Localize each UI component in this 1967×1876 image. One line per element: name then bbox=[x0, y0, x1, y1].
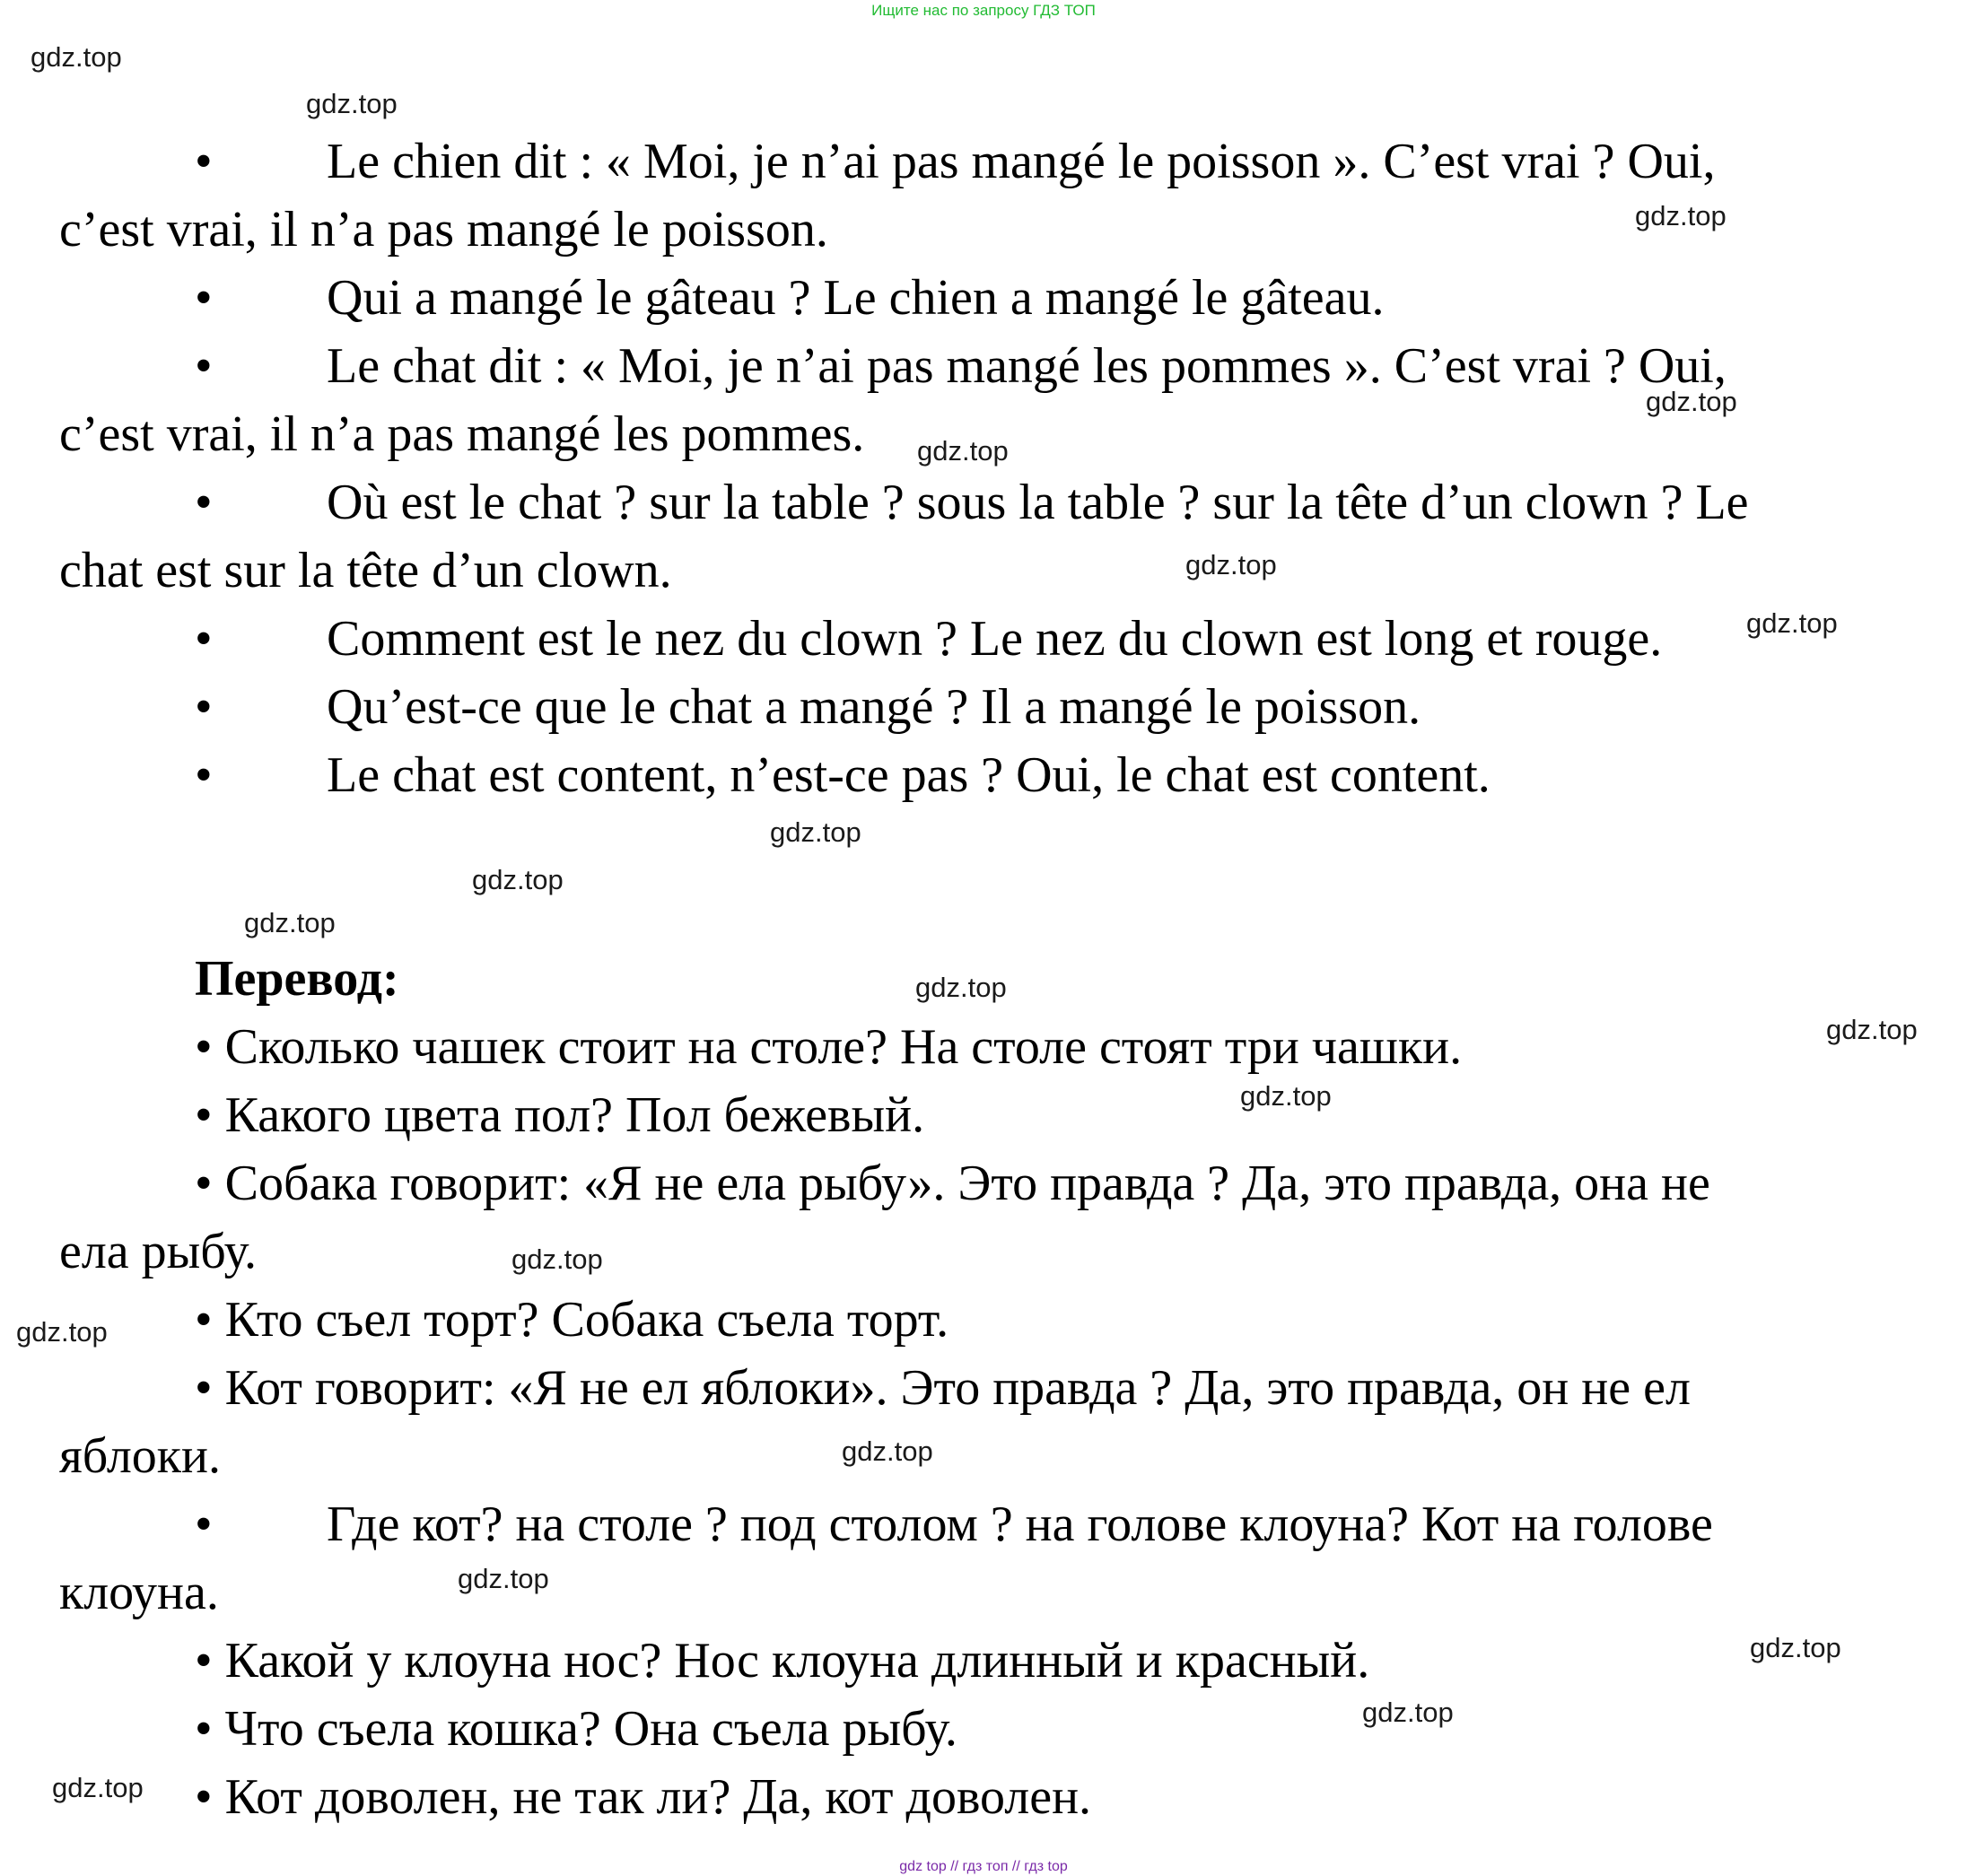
fr-item-5-bullet: • bbox=[195, 611, 213, 667]
ru-item-4-text: • Кто съел торт? Собака съела торт. bbox=[195, 1292, 949, 1348]
fr-item-5-text: Comment est le nez du clown ? Le nez du clown est long et rouge. bbox=[327, 611, 1663, 667]
ru-item-2-text: • Какого цвета пол? Пол бежевый. bbox=[195, 1087, 925, 1143]
watermark: gdz.top bbox=[842, 1435, 933, 1467]
ru-item-6-cont: клоуна. bbox=[59, 1565, 219, 1620]
watermark: gdz.top bbox=[306, 88, 398, 119]
watermark: gdz.top bbox=[31, 41, 122, 73]
ru-item-6-text: Где кот? на столе ? под столом ? на голове клоуна? Кот на голове bbox=[327, 1496, 1713, 1552]
fr-item-2-bullet: • bbox=[195, 270, 213, 326]
fr-item-3-bullet: • bbox=[195, 338, 213, 394]
fr-item-1-text: Le chien dit : « Moi, je n’ai pas mangé le poisson ». C’est vrai ? Oui, bbox=[327, 134, 1716, 189]
fr-item-7-bullet: • bbox=[195, 747, 213, 803]
ru-item-1-text: • Сколько чашек стоит на столе? На столе стоят три чашки. bbox=[195, 1019, 1463, 1075]
ru-item-5-cont: яблоки. bbox=[59, 1428, 221, 1484]
watermark: gdz.top bbox=[770, 816, 861, 848]
fr-item-4-text: Où est le chat ? sur la table ? sous la table ? sur la tête d’un clown ? Le bbox=[327, 475, 1749, 530]
watermark: gdz.top bbox=[1635, 200, 1727, 231]
ru-item-8-text: • Что съела кошка? Она съела рыбу. bbox=[195, 1701, 957, 1757]
watermark: gdz.top bbox=[472, 864, 564, 895]
ru-item-9-text: • Кот доволен, не так ли? Да, кот доволен. bbox=[195, 1769, 1092, 1825]
watermark: gdz.top bbox=[1185, 549, 1277, 580]
ru-item-3-cont: ела рыбу. bbox=[59, 1224, 258, 1279]
watermark: gdz.top bbox=[244, 907, 336, 938]
watermark: gdz.top bbox=[1826, 1014, 1918, 1045]
watermark: gdz.top bbox=[1240, 1080, 1332, 1112]
watermark: gdz.top bbox=[915, 972, 1007, 1003]
fr-item-1-cont: c’est vrai, il n’a pas mangé le poisson. bbox=[59, 202, 828, 257]
ru-item-7-text: • Какой у клоуна нос? Нос клоуна длинный и красный. bbox=[195, 1633, 1370, 1688]
watermark: gdz.top bbox=[917, 435, 1009, 467]
watermark: gdz.top bbox=[458, 1563, 549, 1594]
ru-item-3-text: • Собака говорит: «Я не ела рыбу». Это правда ? Да, это правда, она не bbox=[195, 1156, 1710, 1211]
translation-heading: Перевод: bbox=[195, 951, 399, 1007]
watermark: gdz.top bbox=[1362, 1697, 1454, 1728]
watermark: gdz.top bbox=[1750, 1632, 1841, 1663]
footer-links: gdz top // гдз топ // гдз top bbox=[899, 1859, 1068, 1874]
fr-item-3-text: Le chat dit : « Moi, je n’ai pas mangé les pommes ». C’est vrai ? Oui, bbox=[327, 338, 1727, 394]
watermark: gdz.top bbox=[1746, 607, 1838, 639]
fr-item-7-text: Le chat est content, n’est-ce pas ? Oui, le chat est content. bbox=[327, 747, 1491, 803]
fr-item-6-bullet: • bbox=[195, 679, 213, 735]
fr-item-4-bullet: • bbox=[195, 475, 213, 530]
ru-item-5-text: • Кот говорит: «Я не ел яблоки». Это правда ? Да, это правда, он не ел bbox=[195, 1360, 1691, 1416]
watermark: gdz.top bbox=[16, 1316, 108, 1348]
watermark: gdz.top bbox=[52, 1772, 144, 1803]
search-hint: Ищите нас по запросу ГДЗ ТОП bbox=[871, 2, 1096, 19]
fr-item-2-text: Qui a mangé le gâteau ? Le chien a mangé le gâteau. bbox=[327, 270, 1385, 326]
fr-item-3-cont: c’est vrai, il n’a pas mangé les pommes. bbox=[59, 406, 865, 462]
watermark: gdz.top bbox=[511, 1243, 603, 1275]
fr-item-6-text: Qu’est-ce que le chat a mangé ? Il a mangé le poisson. bbox=[327, 679, 1421, 735]
fr-item-4-cont: chat est sur la tête d’un clown. bbox=[59, 543, 672, 598]
ru-item-6-bullet: • bbox=[195, 1496, 213, 1552]
watermark: gdz.top bbox=[1646, 386, 1737, 417]
fr-item-1-bullet: • bbox=[195, 134, 213, 189]
